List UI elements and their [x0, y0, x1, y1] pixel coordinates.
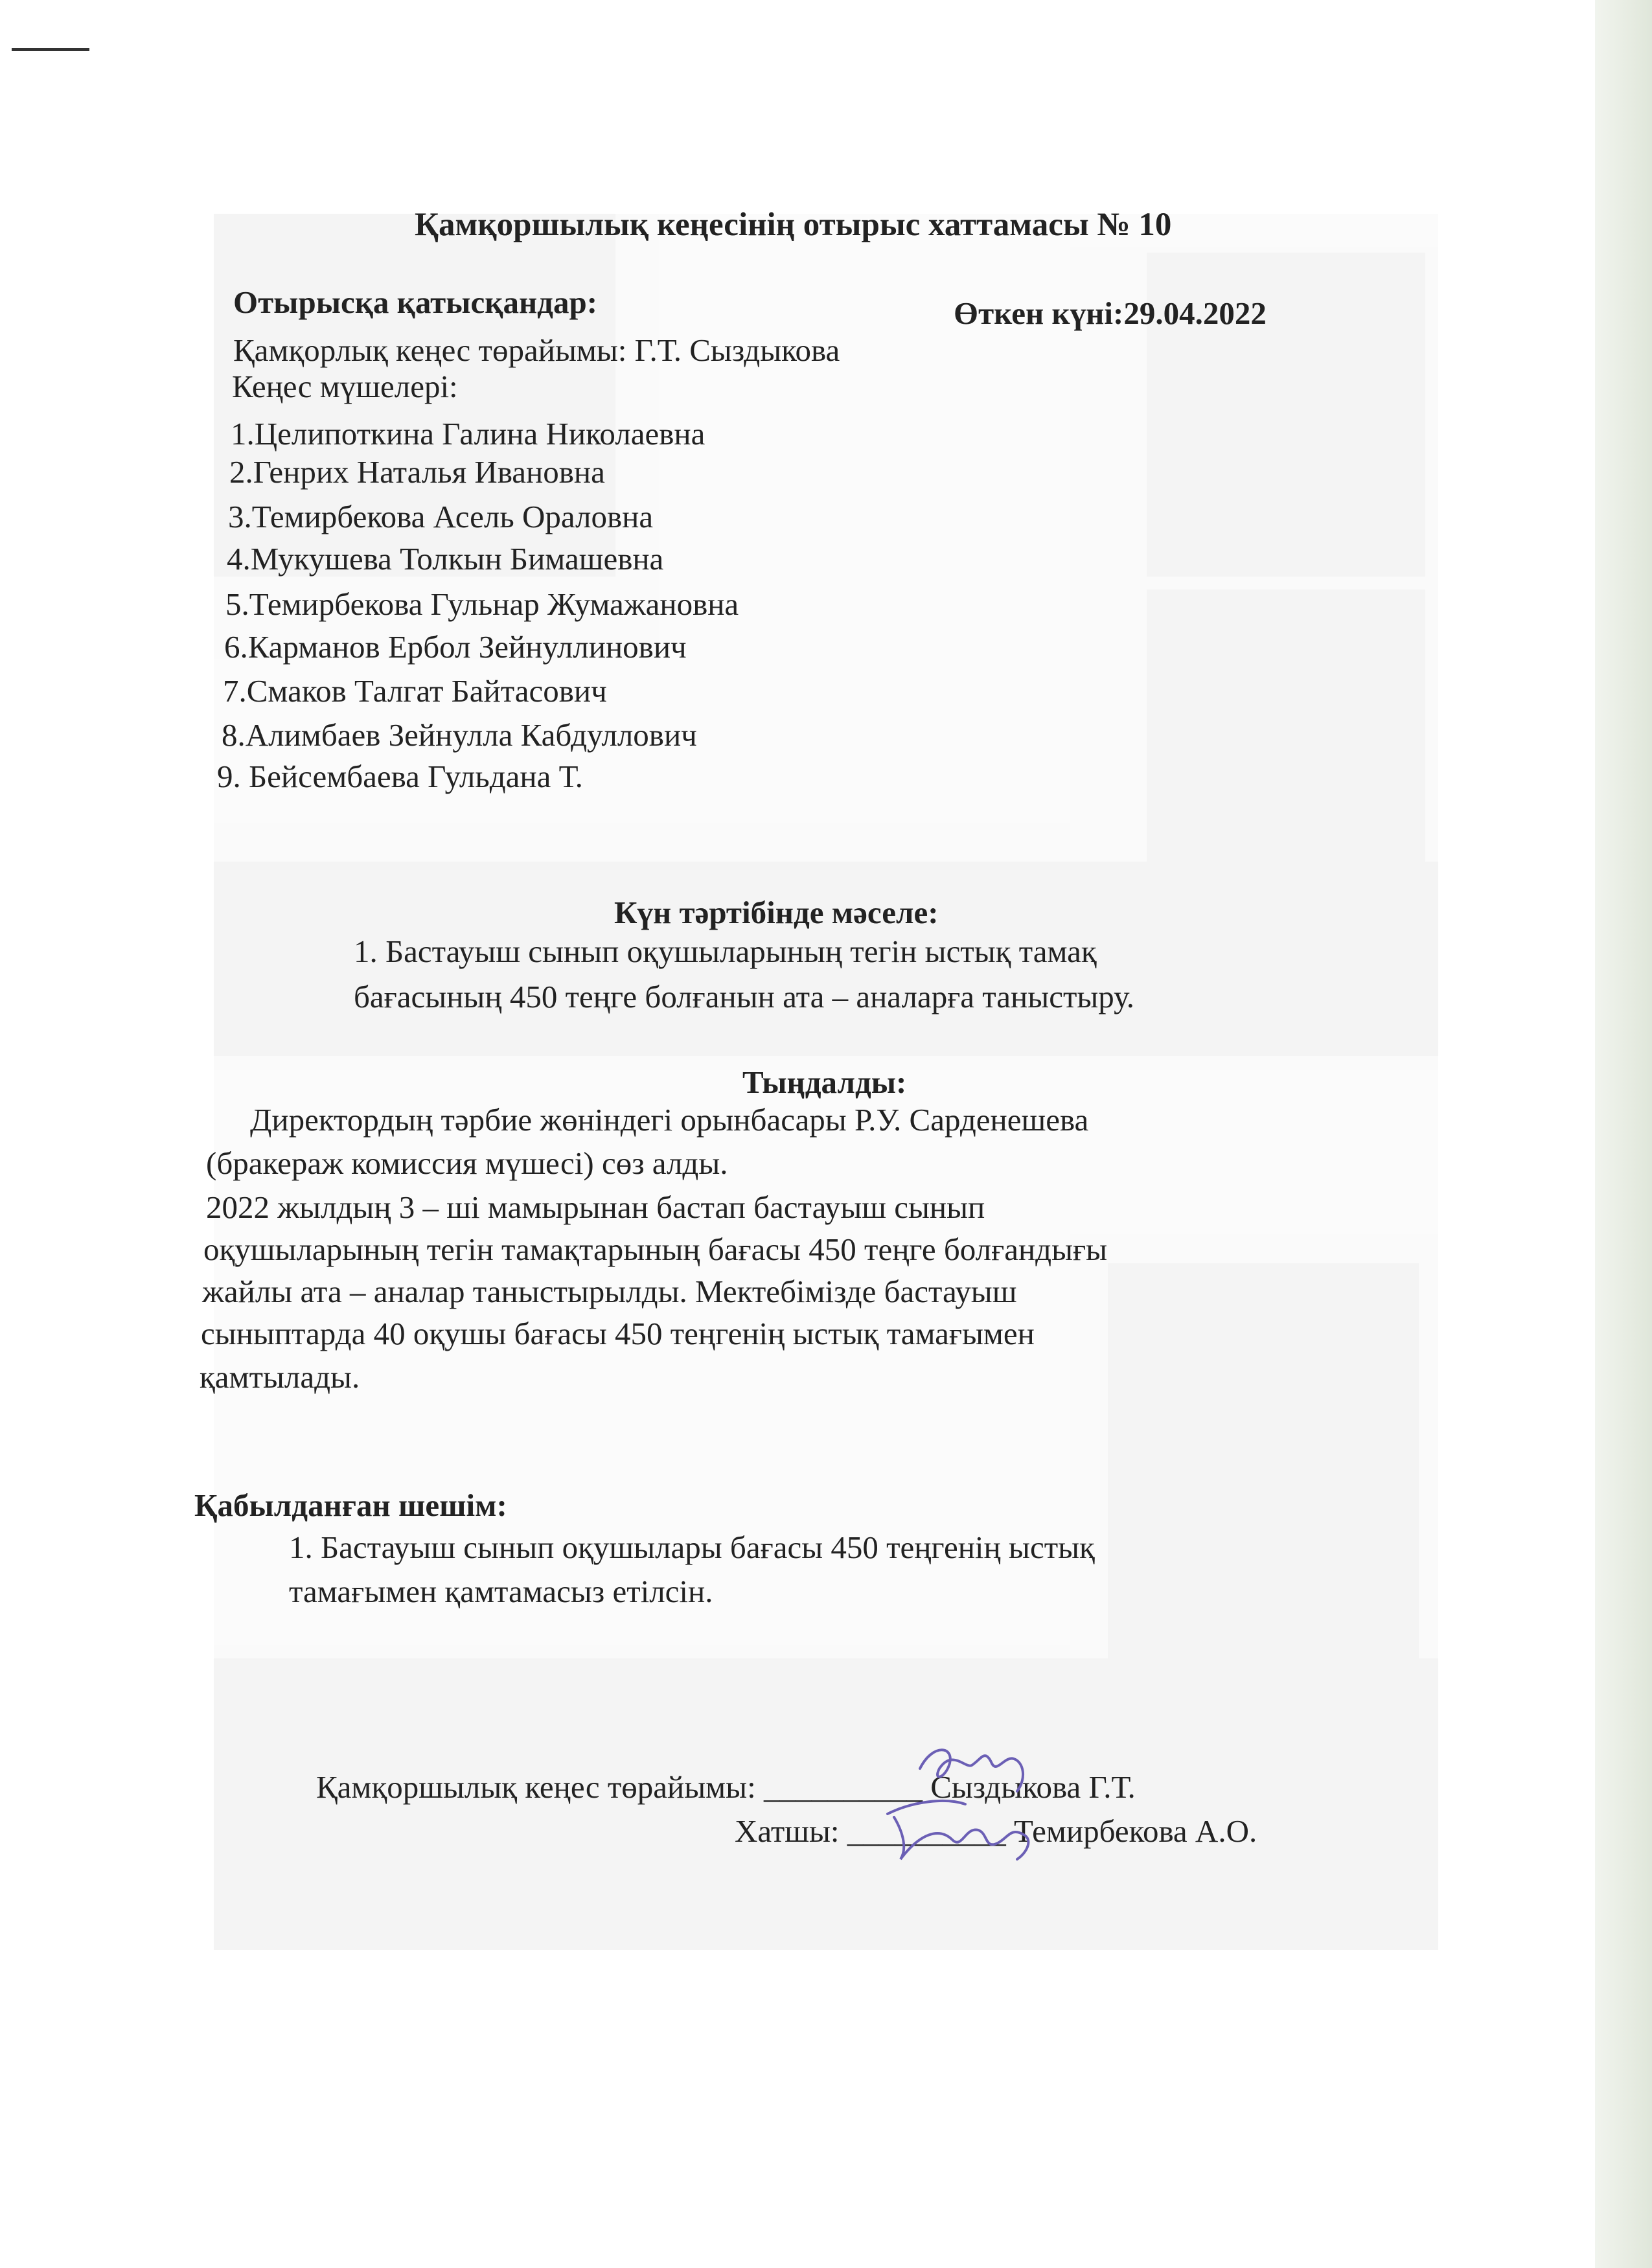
heard-line: Директордың тәрбие жөніндегі орынбасары Р.У. Сарденешева [250, 1102, 1089, 1138]
decision-line: 1. Бастауыш сынып оқушылары бағасы 450 теңгенің ыстық [289, 1529, 1095, 1565]
agenda-item-line: бағасының 450 теңге болғанын ата – аналарға таныстыру. [354, 979, 1134, 1014]
attendees-label: Отырысқа қатысқандар: [233, 284, 598, 320]
heard-line: жайлы ата – аналар таныстырылды. Мектебімізде бастауыш [202, 1274, 1017, 1309]
member-item: 1.Целипоткина Галина Николаевна [231, 416, 706, 452]
members-label: Кеңес мүшелері: [232, 369, 458, 404]
decision-line: тамағымен қамтамасыз етілсін. [289, 1574, 713, 1609]
member-item: 7.Смаков Талгат Байтасович [223, 673, 607, 709]
secretary-signature-icon [868, 1788, 1062, 1879]
document-title: Қамқоршылық кеңесінің отырыс хаттамасы № 10 [415, 207, 1172, 243]
heard-line: 2022 жылдың 3 – ші мамырынан бастап бастауыш сынып [206, 1189, 985, 1225]
secretary-signature-label: Хатшы: [735, 1813, 847, 1849]
heard-line: қамтылады. [200, 1359, 360, 1395]
chair-signature-name: Сыздыкова Г.Т. [922, 1769, 1136, 1805]
signature-blank: __________ [763, 1769, 923, 1805]
member-item: 9. Бейсембаева Гульдана Т. [217, 759, 583, 794]
heard-line: (бракераж комиссия мүшесі) сөз алды. [206, 1145, 728, 1181]
scan-edge [1595, 0, 1652, 2268]
agenda-heading: Күн тәртібінде мәселе: [614, 895, 939, 930]
meeting-date: Өткен күні:29.04.2022 [954, 295, 1267, 331]
member-item: 6.Карманов Ербол Зейнуллинович [224, 629, 687, 665]
heard-heading: Тыңдалды: [742, 1064, 907, 1100]
signature-blank: __________ [847, 1813, 1006, 1849]
chair-line: Қамқорлық кеңес төрайымы: Г.Т. Сыздыкова [233, 332, 840, 368]
scan-mark [12, 48, 89, 51]
chair-signature-label: Қамқоршылық кеңес төрайымы: [316, 1769, 764, 1805]
member-item: 8.Алимбаев Зейнулла Кабдуллович [222, 717, 697, 753]
heard-line: сыныптарда 40 оқушы бағасы 450 теңгенің ыстық тамағымен [201, 1316, 1035, 1351]
member-item: 2.Генрих Наталья Ивановна [229, 454, 605, 490]
secretary-signature-name: Темирбекова А.О. [1005, 1813, 1257, 1849]
heard-line: оқушыларының тегін тамақтарының бағасы 450 теңге болғандығы [203, 1231, 1108, 1267]
member-item: 3.Темирбекова Асель Ораловна [228, 499, 654, 534]
decision-heading: Қабылданған шешім: [194, 1487, 507, 1523]
member-item: 5.Темирбекова Гульнар Жумажановна [225, 586, 739, 622]
member-item: 4.Мукушева Толкын Бимашевна [227, 541, 664, 577]
agenda-item-line: 1. Бастауыш сынып оқушыларының тегін ыстық тамақ [354, 934, 1097, 969]
